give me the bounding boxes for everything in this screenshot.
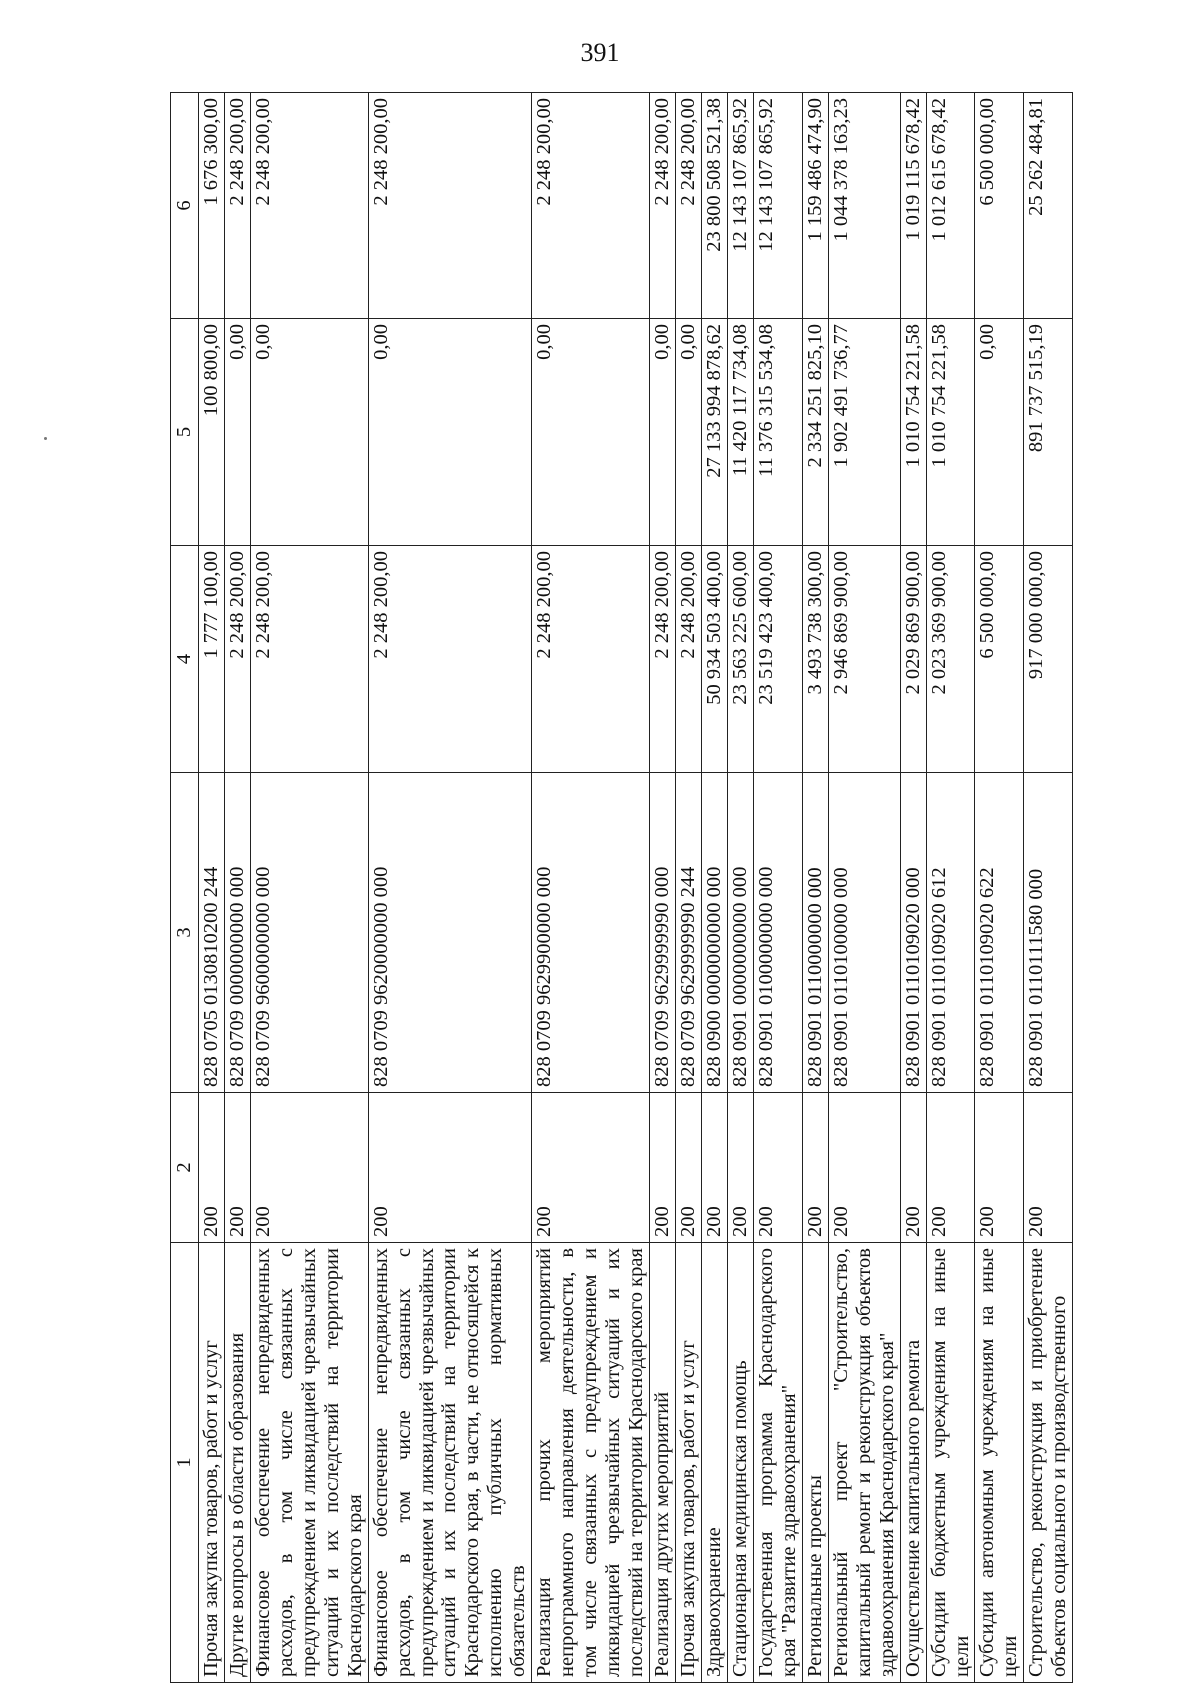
row-name: Прочая закупка товаров, работ и услуг: [676, 1243, 702, 1683]
row-col5: 11 420 117 734,08: [727, 319, 753, 546]
table-row: [701, 93, 727, 1683]
header-col-5: 5: [171, 319, 199, 546]
row-col6: 1 159 486 474,90: [802, 93, 828, 319]
row-code: 200: [753, 1093, 802, 1243]
row-col5: 0,00: [532, 319, 650, 546]
row-col4: 2 248 200,00: [650, 546, 676, 773]
table-row: [753, 93, 802, 1683]
row-name: Реализация прочих мероприятий непрограммного направления деятельности, в том числе связанных с предупреждением и ликвидацией чрезвычайных ситуаций и их последствий на территории Краснодарского края: [532, 1243, 650, 1683]
row-col4: 917 000 000,00: [1024, 546, 1073, 773]
rotated-table-wrapper: [170, 93, 1200, 1683]
row-name: Строительство, реконструкция и приобретение объектов социального и производственного: [1024, 1243, 1073, 1683]
row-col5: 1 010 754 221,58: [926, 319, 975, 546]
table-row: [676, 93, 702, 1683]
row-col6: 12 143 107 865,92: [753, 93, 802, 319]
row-classification: 828 0901 0110000000 000: [802, 773, 828, 1093]
row-col4: 23 519 423 400,00: [753, 546, 802, 773]
table-row: [900, 93, 926, 1683]
table-row: [975, 93, 1024, 1683]
row-code: 200: [532, 1093, 650, 1243]
row-name: Финансовое обеспечение непредвиденных расходов, в том числе связанных с предупреждением и ликвидацией чрезвычайных ситуаций и их последствий на территории Краснодарского края, в части, не относящейся к исполнению публичных нормативных обязательств: [368, 1243, 532, 1683]
row-name: Государственная программа Краснодарского края "Развитие здравоохранения": [753, 1243, 802, 1683]
row-col5: 0,00: [650, 319, 676, 546]
row-col6: 1 676 300,00: [198, 93, 224, 319]
row-name: Осуществление капитального ремонта: [900, 1243, 926, 1683]
row-classification: 828 0901 0110111580 000: [1024, 773, 1073, 1093]
row-col5: 0,00: [224, 319, 250, 546]
scan-dot: [44, 437, 47, 440]
row-col5: 1 010 754 221,58: [900, 319, 926, 546]
row-classification: 828 0709 9629999990 000: [650, 773, 676, 1093]
row-classification: 828 0901 0110109020 622: [975, 773, 1024, 1093]
row-code: 200: [701, 1093, 727, 1243]
row-col4: 1 777 100,00: [198, 546, 224, 773]
row-col5: 11 376 315 534,08: [753, 319, 802, 546]
row-col4: 2 248 200,00: [532, 546, 650, 773]
row-classification: 828 0901 0110109020 000: [900, 773, 926, 1093]
row-col4: 50 934 503 400,00: [701, 546, 727, 773]
row-col4: 23 563 225 600,00: [727, 546, 753, 773]
table-row: [802, 93, 828, 1683]
row-col5: 27 133 994 878,62: [701, 319, 727, 546]
row-code: 200: [926, 1093, 975, 1243]
header-row: [171, 93, 199, 1683]
table-row: [532, 93, 650, 1683]
header-col-4: 4: [171, 546, 199, 773]
row-col6: 2 248 200,00: [650, 93, 676, 319]
row-col5: 100 800,00: [198, 319, 224, 546]
row-code: 200: [727, 1093, 753, 1243]
table-row: [224, 93, 250, 1683]
row-col6: 2 248 200,00: [250, 93, 368, 319]
row-col4: 2 248 200,00: [250, 546, 368, 773]
row-name: Здравоохранение: [701, 1243, 727, 1683]
row-name: Другие вопросы в области образования: [224, 1243, 250, 1683]
row-name: Субсидии автономным учреждениям на иные цели: [975, 1243, 1024, 1683]
row-code: 200: [250, 1093, 368, 1243]
header-col-2: 2: [171, 1093, 199, 1243]
table-row: [727, 93, 753, 1683]
row-col6: 2 248 200,00: [676, 93, 702, 319]
row-col6: 12 143 107 865,92: [727, 93, 753, 319]
row-col5: 0,00: [676, 319, 702, 546]
row-code: 200: [802, 1093, 828, 1243]
row-col6: 1 012 615 678,42: [926, 93, 975, 319]
row-code: 200: [224, 1093, 250, 1243]
table-row: [650, 93, 676, 1683]
row-code: 200: [828, 1093, 900, 1243]
row-col5: 0,00: [975, 319, 1024, 546]
row-code: 200: [650, 1093, 676, 1243]
table-row: [250, 93, 368, 1683]
row-col4: 2 946 869 900,00: [828, 546, 900, 773]
header-col-3: 3: [171, 773, 199, 1093]
page-number: 391: [580, 38, 620, 67]
row-col6: 1 044 378 163,23: [828, 93, 900, 319]
header-col-1: 1: [171, 1243, 199, 1683]
row-code: 200: [900, 1093, 926, 1243]
table-row: [198, 93, 224, 1683]
row-name: Региональные проекты: [802, 1243, 828, 1683]
row-col6: 23 800 508 521,38: [701, 93, 727, 319]
budget-table: [170, 92, 1073, 1683]
row-col4: 2 029 869 900,00: [900, 546, 926, 773]
header-col-6: 6: [171, 93, 199, 319]
row-code: 200: [1024, 1093, 1073, 1243]
row-classification: 828 0901 0000000000 000: [727, 773, 753, 1093]
row-code: 200: [676, 1093, 702, 1243]
row-classification: 828 0709 9620000000 000: [368, 773, 532, 1093]
row-col4: 6 500 000,00: [975, 546, 1024, 773]
row-col6: 2 248 200,00: [368, 93, 532, 319]
row-name: Региональный проект "Строительство, капитальный ремонт и реконструкция объектов здравоохранения Краснодарского края": [828, 1243, 900, 1683]
table-row: [368, 93, 532, 1683]
table-row: [1024, 93, 1073, 1683]
row-col4: 2 248 200,00: [224, 546, 250, 773]
row-col5: 891 737 515,19: [1024, 319, 1073, 546]
table-row: [926, 93, 975, 1683]
row-col6: 6 500 000,00: [975, 93, 1024, 319]
row-classification: 828 0901 0110100000 000: [828, 773, 900, 1093]
row-name: Стационарная медицинская помощь: [727, 1243, 753, 1683]
row-col4: 3 493 738 300,00: [802, 546, 828, 773]
row-code: 200: [368, 1093, 532, 1243]
row-col4: 2 248 200,00: [676, 546, 702, 773]
row-col5: 1 902 491 736,77: [828, 319, 900, 546]
row-classification: 828 0901 0100000000 000: [753, 773, 802, 1093]
row-col6: 25 262 484,81: [1024, 93, 1073, 319]
row-classification: 828 0705 0130810200 244: [198, 773, 224, 1093]
row-col5: 2 334 251 825,10: [802, 319, 828, 546]
row-col6: 2 248 200,00: [224, 93, 250, 319]
table-row: [828, 93, 900, 1683]
row-code: 200: [975, 1093, 1024, 1243]
row-classification: 828 0709 9600000000 000: [250, 773, 368, 1093]
row-col5: 0,00: [250, 319, 368, 546]
row-code: 200: [198, 1093, 224, 1243]
row-col4: 2 023 369 900,00: [926, 546, 975, 773]
row-name: Субсидии бюджетным учреждениям на иные цели: [926, 1243, 975, 1683]
row-col6: 1 019 115 678,42: [900, 93, 926, 319]
row-classification: 828 0709 9629999990 244: [676, 773, 702, 1093]
row-classification: 828 0709 0000000000 000: [224, 773, 250, 1093]
row-col5: 0,00: [368, 319, 532, 546]
row-name: Прочая закупка товаров, работ и услуг: [198, 1243, 224, 1683]
row-col6: 2 248 200,00: [532, 93, 650, 319]
row-classification: 828 0901 0110109020 612: [926, 773, 975, 1093]
row-classification: 828 0709 9629900000 000: [532, 773, 650, 1093]
row-name: Реализация других мероприятий: [650, 1243, 676, 1683]
row-col4: 2 248 200,00: [368, 546, 532, 773]
row-classification: 828 0900 0000000000 000: [701, 773, 727, 1093]
row-name: Финансовое обеспечение непредвиденных расходов, в том числе связанных с предупреждением и ликвидацией чрезвычайных ситуаций и их последствий на территории Краснодарского края: [250, 1243, 368, 1683]
